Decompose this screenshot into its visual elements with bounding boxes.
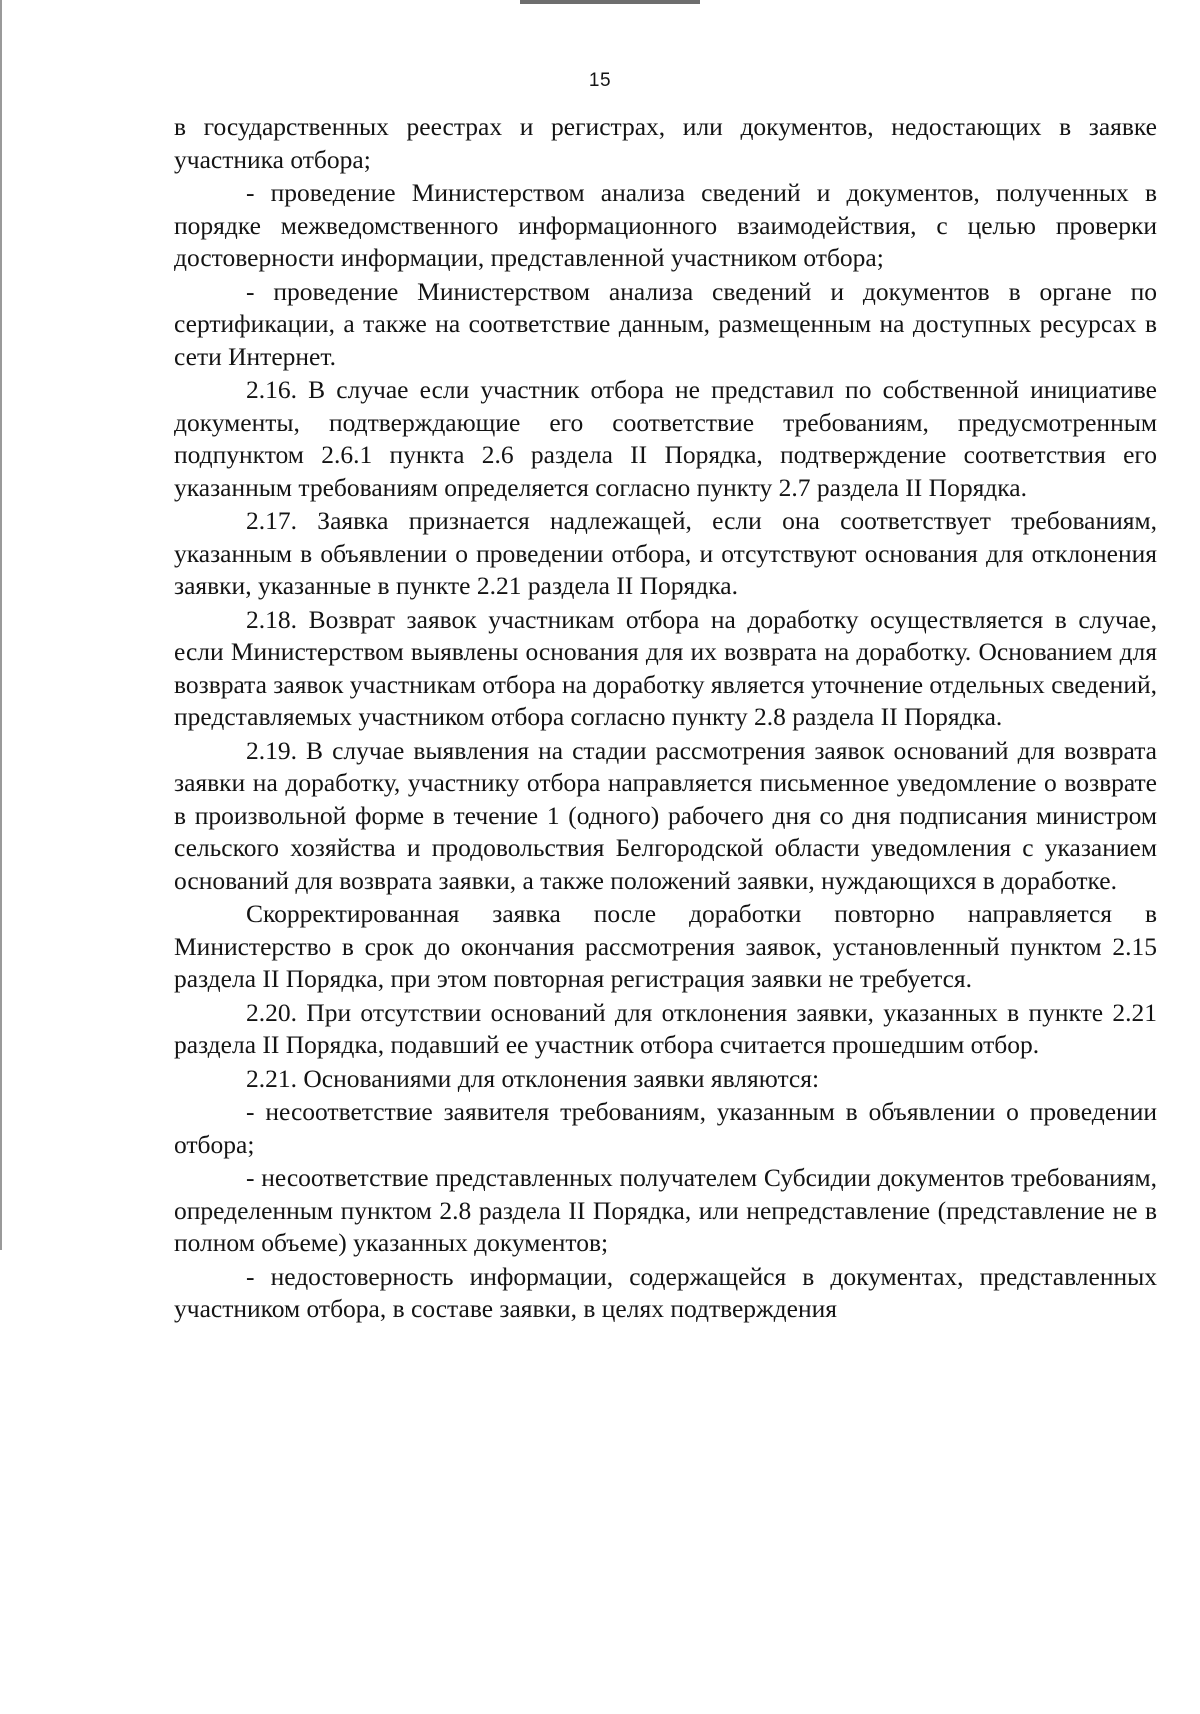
document-body [174,111,1157,1327]
page-number: 15 [588,70,612,91]
paragraph-2-21: 2.21. Основаниями для отклонения заявки являются: [246,1063,820,1093]
paragraph-continuation: в государственных реестрах и регистрах, или документов, недостающих в заявке участника отбора; [174,112,1157,174]
paragraph-rejection-reason-2: - несоответствие представленных получателем Субсидии документов требованиям, определенным пунктом 2.8 раздела II Порядка, или непредставление (представление не в полном объеме) указанных документов; [174,1163,1157,1257]
paragraph-corrected-application: Скорректированная заявка после доработки повторно направляется в Министерство в срок до окончания рассмотрения заявок, установленный пунктом 2.15 раздела II Порядка, при этом повторная регистрация заявки не требуется. [174,899,1157,993]
paragraph-2-16: 2.16. В случае если участник отбора не представил по собственной инициативе документы, подтверждающие его соответствие требованиям, предусмотренным подпунктом 2.6.1 пункта 2.6 раздела II Порядка, подтверждение соответствия его указанным требованиям определяется согласно пункту 2.7 раздела II Порядка. [174,375,1157,502]
paragraph-2-19: 2.19. В случае выявления на стадии рассмотрения заявок оснований для возврата заявки на доработку, участнику отбора направляется письменное уведомление о возврате в произвольной форме в течение 1 (одного) рабочего дня со дня подписания министром сельского хозяйства и продовольствия Белгородской области уведомления с указанием оснований для возврата заявки, а также положений заявки, нуждающихся в доработке. [174,735,1157,895]
paragraph-rejection-reason-3: - недостоверность информации, содержащейся в документах, представленных участником отбора, в составе заявки, в целях подтверждения [174,1261,1157,1323]
scan-edge-line [0,0,2,1250]
paragraph-2-18: 2.18. Возврат заявок участникам отбора на доработку осуществляется в случае, если Министерством выявлены основания для их возврата на доработку. Основанием для возврата заявок участникам отбора на доработку является уточнение отдельных сведений, представляемых участником отбора согласно пункту 2.8 раздела II Порядка. [174,604,1157,731]
paragraph-2-20: 2.20. При отсутствии оснований для отклонения заявки, указанных в пункте 2.21 раздела II Порядка, подавший ее участник отбора считается прошедшим отбор. [174,997,1157,1059]
paragraph-analysis-interagency: - проведение Министерством анализа сведений и документов, полученных в порядке межведомственного информационного взаимодействия, с целью проверки достоверности информации, представленной участником отбора; [174,178,1157,272]
paragraph-2-17: 2.17. Заявка признается надлежащей, если она соответствует требованиям, указанным в объявлении о проведении отбора, и отсутствуют основания для отклонения заявки, указанные в пункте 2.21 раздела II Порядка. [174,506,1157,600]
paragraph-rejection-reason-1: - несоответствие заявителя требованиям, указанным в объявлении о проведении отбора; [174,1097,1157,1159]
scan-top-mark [520,0,700,4]
paragraph-analysis-certification: - проведение Министерством анализа сведений и документов в органе по сертификации, а также на соответствие данным, размещенным на доступных ресурсах в сети Интернет. [174,276,1157,371]
